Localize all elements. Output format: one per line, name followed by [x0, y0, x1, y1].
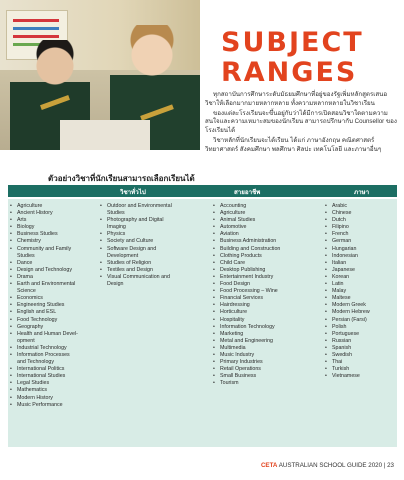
subject-item: • Entertainment Industry	[213, 274, 280, 281]
subject-item: • Legal Studies	[10, 380, 78, 387]
subject-item: • Ancient History	[10, 210, 78, 217]
subject-item: • Information Processes	[10, 352, 78, 359]
subject-item: • Child Care	[213, 260, 280, 267]
subject-item: • Modern Greek	[325, 302, 370, 309]
subject-item: • Business Administration	[213, 238, 280, 245]
page-title	[221, 28, 364, 88]
students-photo	[0, 0, 200, 150]
languages-column	[325, 203, 370, 380]
footer-separator: |	[383, 462, 386, 469]
subject-item: • Financial Services	[213, 295, 280, 302]
subject-item: • Indonesian	[325, 253, 370, 260]
subject-item: • Building and Construction	[213, 246, 280, 253]
vocational-subjects-column	[213, 203, 280, 387]
subject-item: • Multimedia	[213, 345, 280, 352]
subject-item: • Agriculture	[10, 203, 78, 210]
subject-item: • German	[325, 238, 370, 245]
subject-item: • Society and Culture	[100, 238, 172, 245]
subject-item: • Visual Communication and	[100, 274, 172, 281]
subject-item: Science	[17, 288, 36, 295]
subject-item: • Vietnamese	[325, 373, 370, 380]
subject-item: • Dutch	[325, 217, 370, 224]
subject-item: and Technology	[17, 359, 55, 366]
subject-item: opment	[17, 337, 35, 344]
subject-item: • Hairdressing	[213, 302, 280, 309]
subject-item: • Mathematics	[10, 387, 78, 394]
title-line-1: SUBJECT	[221, 27, 364, 58]
subject-item: • Japanese	[325, 267, 370, 274]
subject-item: Studies	[107, 210, 125, 217]
subject-item: • Textiles and Design	[100, 267, 172, 274]
subject-item: • Business Studies	[10, 231, 78, 238]
subject-item: • Community and Family	[10, 246, 78, 253]
subject-item: • Hungarian	[325, 246, 370, 253]
subject-item: • Software Design and	[100, 246, 172, 253]
header-general: วิชาทั่วไป	[120, 189, 146, 196]
subject-item: • International Studies	[10, 373, 78, 380]
subject-item: • Aviation	[213, 231, 280, 238]
subject-item: • Turkish	[325, 366, 370, 373]
subject-item: • Swedish	[325, 352, 370, 359]
subject-item: • Health and Human Devel-	[10, 331, 78, 338]
subject-item: • Information Technology	[213, 324, 280, 331]
subject-item: • Chinese	[325, 210, 370, 217]
subject-item: • Hospitality	[213, 317, 280, 324]
footer-brand: CETA	[260, 462, 278, 469]
intro-paragraph-3: วิชาหลักที่นักเรียนจะได้เรียน ได้แก่ ภาษาอังกฤษ คณิตศาสตร์ วิทยาศาสตร์ สังคมศึกษา พลศึกษา ศิลปะ เทคโนโลยี และภาษาอื่นๆ	[205, 136, 382, 153]
subject-item: • Photography and Digital	[100, 217, 172, 224]
subject-item: • English and ESL	[10, 309, 78, 316]
subject-item: Development	[107, 252, 139, 259]
subject-item: • Modern History	[10, 395, 78, 402]
subject-item: • Food Design	[213, 281, 280, 288]
subject-item: • Dance	[10, 260, 78, 267]
subject-item: • Studies of Religion	[100, 260, 172, 267]
header-languages: ภาษา	[354, 189, 370, 196]
subject-item: • Spanish	[325, 345, 370, 352]
footer-guide-title: AUSTRALIAN SCHOOL GUIDE 2020	[278, 462, 383, 469]
subject-item: • Desktop Publishing	[213, 267, 280, 274]
subject-item: • Tourism	[213, 380, 280, 387]
intro-text	[205, 91, 397, 156]
subject-item: Studies	[17, 252, 35, 259]
subject-item: • Russian	[325, 338, 370, 345]
subject-item: • Agriculture	[213, 210, 280, 217]
subject-item: • Drama	[10, 274, 78, 281]
subject-item: • Retail Operations	[213, 366, 280, 373]
general-subjects-column-2	[100, 203, 172, 288]
subject-item: • Primary Industries	[213, 359, 280, 366]
subject-item: Imaging	[107, 224, 126, 231]
subject-item: • Persian (Farsi)	[325, 317, 370, 324]
intro-paragraph-1: ทุกสถาบันการศึกษาระดับมัธยมศึกษาที่อยู่ของรัฐเพิ่มหลักสูตรเสนอวิชาให้เลือกมากมายหลากหลาย ทั้งความหลากหลายในวิชาเรียน	[205, 91, 388, 107]
subject-item: • Clothing Products	[213, 253, 280, 260]
subject-item: • Accounting	[213, 203, 280, 210]
subject-item: • Food Technology	[10, 317, 78, 324]
subject-item: • Music Industry	[213, 352, 280, 359]
subject-item: • Biology	[10, 224, 78, 231]
subject-item: • Engineering Studies	[10, 302, 78, 309]
header-vocational: สายอาชีพ	[234, 189, 261, 196]
subject-item: • Small Business	[213, 373, 280, 380]
subject-item: • Portuguese	[325, 331, 370, 338]
subject-item: • Food Processing – Wine	[213, 288, 280, 295]
title-line-2: RANGES	[221, 57, 358, 88]
subject-item: • Maltese	[325, 295, 370, 302]
subject-item: • Latin	[325, 281, 370, 288]
subject-item: • Horticulture	[213, 309, 280, 316]
subject-item: • Modern Hebrew	[325, 309, 370, 316]
table-header	[8, 185, 397, 197]
subject-item: • Arts	[10, 217, 78, 224]
subject-item: • Thai	[325, 359, 370, 366]
general-subjects-column-1	[10, 203, 78, 409]
subject-item: • Industrial Technology	[10, 345, 78, 352]
subject-item: • Music Performance	[10, 402, 78, 409]
intro-paragraph-2: ของแต่ละโรงเรียนจะขึ้นอยู่กับว่าได้มีการเปิดสอนวิชาใดตามความสนใจและความเหมาะสมของนักเรียน สามารถปรึกษากับ Counsellor ของโรงเรียนได้	[205, 109, 397, 135]
subject-item: • Marketing	[213, 331, 280, 338]
subject-item: • Korean	[325, 274, 370, 281]
subject-item: • Polish	[325, 324, 370, 331]
subject-item: • Physics	[100, 231, 172, 238]
subject-item: • Malay	[325, 288, 370, 295]
subject-item: • Animal Studies	[213, 217, 280, 224]
subject-item: • Automotive	[213, 224, 280, 231]
subject-item: • Arabic	[325, 203, 370, 210]
subject-item: • Outdoor and Environmental	[100, 203, 172, 210]
subject-item: • International Politics	[10, 366, 78, 373]
subject-item: • French	[325, 231, 370, 238]
subject-item: • Geography	[10, 324, 78, 331]
subject-item: • Economics	[10, 295, 78, 302]
section-title: ตัวอย่างวิชาที่นักเรียนสามารถเลือกเรียนได้	[48, 174, 195, 183]
subject-item: • Design and Technology	[10, 267, 78, 274]
page-number: 23	[387, 462, 394, 469]
subject-item: • Chemistry	[10, 238, 78, 245]
subject-item: Design	[107, 281, 124, 288]
subject-item: • Filipino	[325, 224, 370, 231]
subject-item: • Metal and Engineering	[213, 338, 280, 345]
page-footer	[261, 462, 394, 469]
subject-item: • Earth and Environmental	[10, 281, 78, 288]
subjects-table	[8, 199, 397, 447]
subject-item: • Italian	[325, 260, 370, 267]
